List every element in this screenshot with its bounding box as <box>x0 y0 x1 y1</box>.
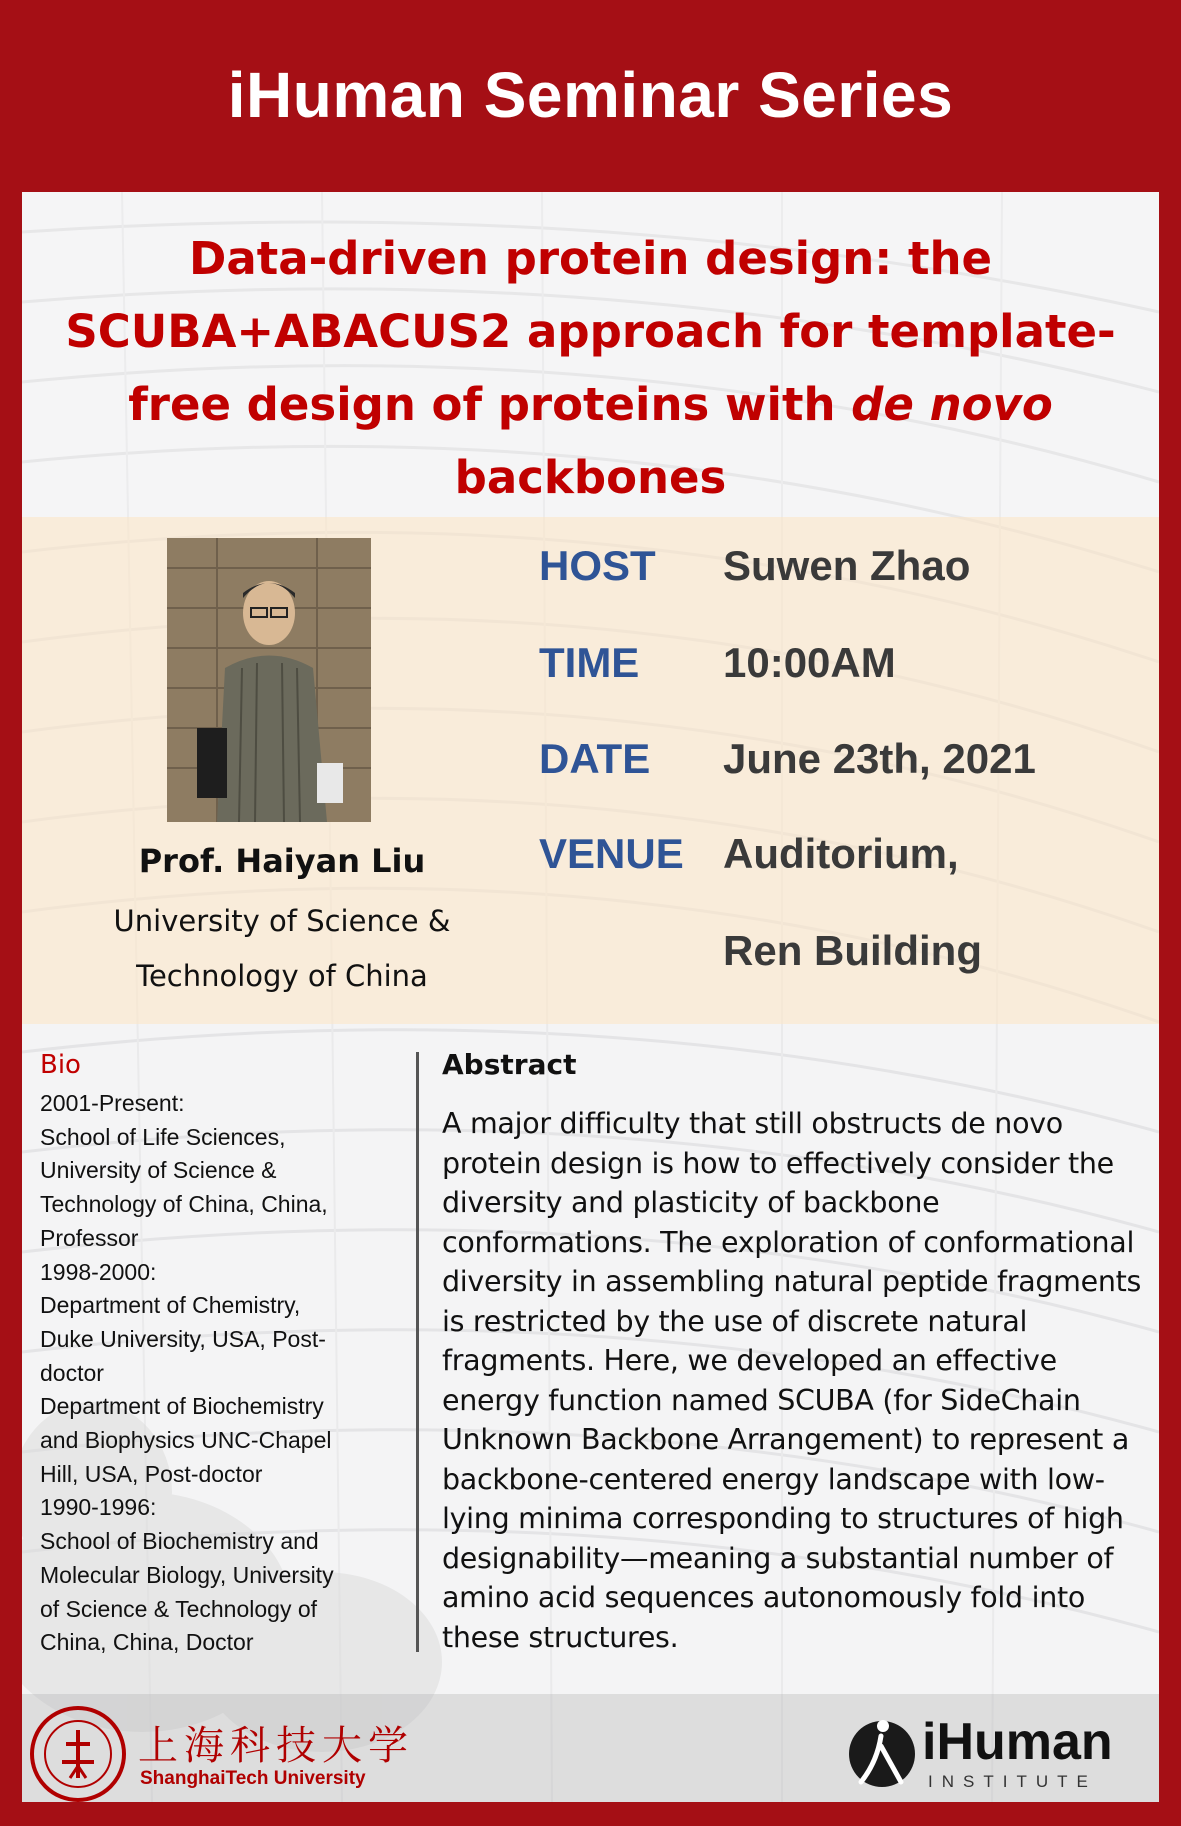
ihuman-logo-icon <box>847 1712 917 1792</box>
host-label: HOST <box>539 542 656 589</box>
bio-heading: Bio <box>40 1050 81 1080</box>
time-value: 10:00AM <box>723 639 896 686</box>
venue-value-line-2: Ren Building <box>723 927 982 974</box>
bio-line: of Science & Technology of <box>40 1595 318 1622</box>
bio-line: Hill, USA, Post-doctor <box>40 1460 263 1487</box>
talk-title <box>62 222 1119 514</box>
bio-line: China, China, Doctor <box>40 1629 254 1656</box>
bio-line: 2001-Present: <box>40 1090 185 1116</box>
date-value: June 23th, 2021 <box>723 735 1036 782</box>
bio-line: Department of Biochemistry <box>40 1393 324 1420</box>
talk-title-italic: de novo <box>851 378 1053 431</box>
bio-line: 1990-1996: <box>40 1494 157 1521</box>
talk-title-line-1: Data-driven protein design: the <box>188 232 993 285</box>
speaker-affiliation-line-1: University of Science & <box>113 904 451 938</box>
talk-title-line-4: backbones <box>454 451 727 504</box>
ihuman-name: iHuman <box>922 1713 1113 1771</box>
bio-line: University of Science & <box>40 1157 277 1184</box>
date-label: DATE <box>539 735 651 782</box>
bio-line: Technology of China, China, <box>40 1191 328 1218</box>
time-label: TIME <box>539 639 640 686</box>
poster-panel <box>22 192 1159 1802</box>
venue-label: VENUE <box>539 830 684 877</box>
speaker-photo-image <box>167 538 371 822</box>
bio-line: Molecular Biology, University <box>40 1561 334 1588</box>
abstract-heading: Abstract <box>442 1048 577 1081</box>
speaker-name: Prof. Haiyan Liu <box>138 842 426 880</box>
abstract-body: A major difficulty that still obstructs de novo protein design is how to effectively consider the diversity and plasticity of backbone conformations. The exploration of conformational diversity in assembling natural peptide fragments is restricted by the use of discrete natural fragments. Here, we developed an effective energy function named SCUBA (for SideChain Unknown Backbone Arrangement) to represent a backbone-centered energy landscape with low-lying minima corresponding to structures of high designability—meaning a substantial number of amino acid sequences autonomously fold into these structures. <box>442 1107 1142 1654</box>
column-divider <box>416 1052 419 1652</box>
bio-line: Department of Chemistry, <box>40 1292 301 1319</box>
shanghaitech-chinese-name: 上海科技大学 <box>138 1723 414 1769</box>
speaker-photo <box>167 538 371 822</box>
bio-line: Duke University, USA, Post- <box>40 1325 326 1352</box>
bio-line: School of Life Sciences, <box>40 1123 286 1150</box>
bio-line: doctor <box>40 1359 104 1386</box>
speaker-affiliation-line-2: Technology of China <box>136 959 428 993</box>
bio-line: 1998-2000: <box>40 1258 157 1285</box>
host-value: Suwen Zhao <box>723 542 971 589</box>
venue-value-line-1: Auditorium, <box>723 830 959 877</box>
shanghaitech-seal-icon <box>28 1704 128 1802</box>
bio-list <box>40 1087 380 1660</box>
bio-line: and Biophysics UNC-Chapel <box>40 1427 332 1454</box>
speaker-affiliation <box>102 894 462 1004</box>
header-title: iHuman Seminar Series <box>227 59 954 131</box>
talk-title-line-2: SCUBA+ABACUS2 approach for template- <box>65 305 1116 358</box>
shanghaitech-english-name: ShanghaiTech University <box>140 1768 366 1789</box>
ihuman-institute-label: INSTITUTE <box>928 1772 1097 1791</box>
bio-line: Professor <box>40 1224 139 1251</box>
talk-title-line-3: free design of proteins with <box>128 378 852 431</box>
bio-line: School of Biochemistry and <box>40 1528 319 1555</box>
